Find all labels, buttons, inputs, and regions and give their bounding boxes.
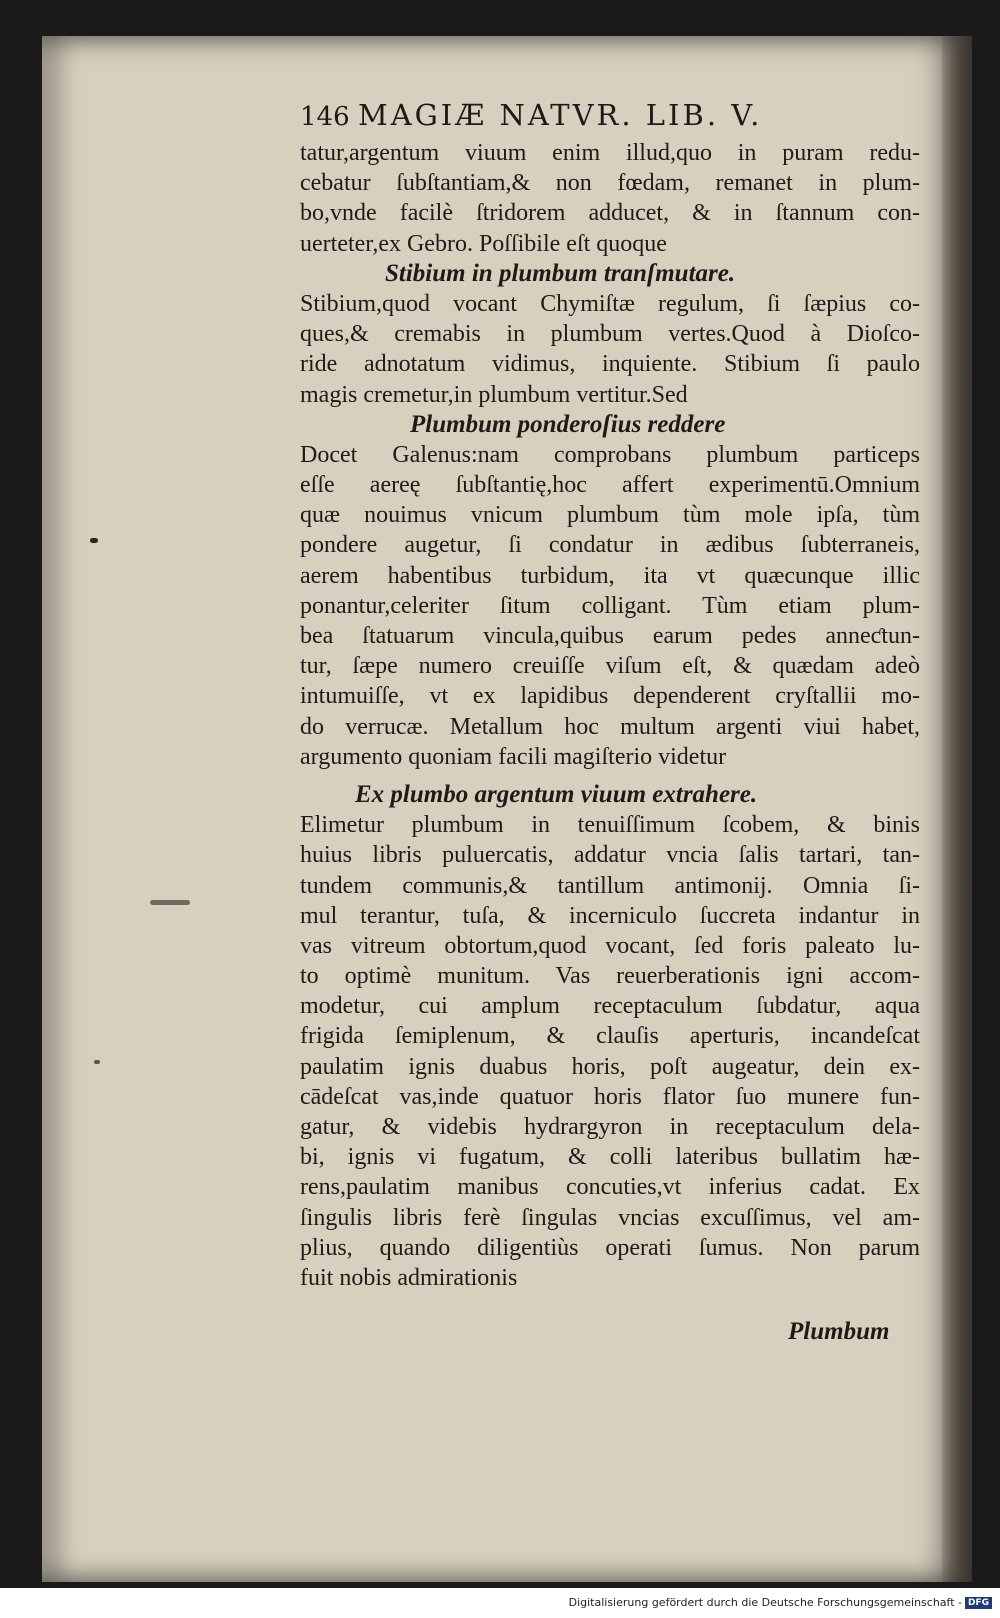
text-line: plius, quando diligentiùs operati ſumus. Non parum (300, 1234, 920, 1261)
running-title: MAGIÆ NATVR. LIB. V. (358, 98, 763, 132)
ink-speck (90, 538, 98, 543)
text-line: gatur, & videbis hydrargyron in receptaculum dela- (300, 1114, 920, 1140)
text-line: argumento quoniam facili magiſterio videtur (300, 743, 727, 770)
ink-speck (94, 1060, 100, 1064)
running-header (300, 98, 840, 138)
text-line: intumuiſſe, vt ex lapidibus dependerent cryſtallii mo- (300, 683, 920, 710)
text-line: mul terantur, tuſa, & incerniculo ſuccreta indantur in (300, 902, 920, 929)
text-line: bo,vnde facilè ſtridorem adducet, & in ſtannum con- (300, 200, 920, 227)
page-number: 146 (300, 102, 350, 132)
text-line: ride adnotatum vidimus, inquiente. Stibium ſi paulo (300, 351, 920, 378)
text-line: ponantur,celeriter ſitum colligant. Tùm etiam plum- (300, 592, 920, 619)
text-line: aerem habentibus turbidum, ita vt quæcunque illic (300, 562, 920, 589)
text-line: Docet Galenus:nam comprobans plumbum particeps (300, 441, 920, 468)
section-heading-stibium: Stibium in plumbum tranſmutare. (385, 259, 736, 287)
text-line: ſingulis libris ferè ſingulas vncias excuſſimus, vel am- (300, 1204, 920, 1231)
text-line: to optimè munitum. Vas reuerberationis igni accom- (300, 963, 920, 990)
text-line: uerteter,ex Gebro. Poſſibile eſt quoque (300, 230, 667, 257)
text-line: fuit nobis admirationis (300, 1264, 518, 1291)
body-text (300, 138, 920, 1293)
page-gutter-shadow (942, 36, 972, 1582)
text-line: rens,paulatim manibus concuties,vt inferius cadat. Ex (300, 1174, 920, 1201)
text-line: frigida ſemiplenum, & clauſis aperturis, incandeſcat (300, 1023, 920, 1050)
text-line: vas vitreum obtortum,quod vocant, ſed foris paleato lu- (300, 932, 920, 959)
text-line: bea ſtatuarum vincula,quibus earum pedes anneƈtun- (300, 623, 920, 649)
digitization-credit (569, 1596, 992, 1612)
text-line: tur, ſæpe numero creuiſſe viſum eſt, & quædam adeò (300, 653, 920, 680)
text-line: Elimetur plumbum in tenuiſſimum ſcobem, & binis (300, 812, 920, 839)
text-line: magis cremetur,in plumbum vertitur.Sed (300, 381, 688, 408)
catchword: Plumbum (788, 1318, 890, 1345)
text-line: bi, ignis vi fugatum, & colli lateribus bullatim hæ- (300, 1144, 920, 1171)
section-heading-plumbum: Plumbum ponderoſius reddere (410, 410, 726, 438)
text-line: do verrucæ. Metallum hoc multum argenti viui habet, (300, 713, 920, 740)
text-line: ques,& cremabis in plumbum vertes.Quod à Dioſco- (300, 321, 920, 348)
text-line: modetur, cui amplum receptaculum ſubdatur, aqua (300, 993, 920, 1020)
text-line: cebatur ſubſtantiam,& non fœdam, remanet in plum- (300, 170, 920, 197)
ink-speck (150, 900, 190, 905)
text-line: huius libris puluercatis, addatur vncia ſalis tartari, tan- (300, 842, 920, 869)
text-line: pondere augetur, ſi condatur in ædibus ſubterraneis, (300, 532, 920, 559)
text-line: eſſe aereę ſubſtantię,hoc affert experimentū.Omnium (300, 472, 920, 499)
text-line: cādeſcat vas,inde quatuor horis flator ſuo munere fun- (300, 1083, 920, 1110)
credit-text: Digitalisierung gefördert durch die Deutsche Forschungsgemeinschaft - (568, 1596, 962, 1609)
text-line: tundem communis,& tantillum antimonij. Omnia ſi- (300, 872, 920, 899)
dfg-logo: DFG (965, 1597, 992, 1609)
section-heading-argentum: Ex plumbo argentum viuum extrahere. (355, 780, 758, 808)
text-line: quæ nouimus vnicum plumbum tùm mole ipſa, tùm (300, 502, 920, 529)
text-line: Stibium,quod vocant Chymiſtæ regulum, ſi ſæpius co- (300, 290, 920, 317)
text-line: paulatim ignis duabus horis, poſt augeatur, dein ex- (300, 1053, 920, 1080)
text-line: tatur,argentum viuum enim illud,quo in puram redu- (300, 140, 920, 166)
